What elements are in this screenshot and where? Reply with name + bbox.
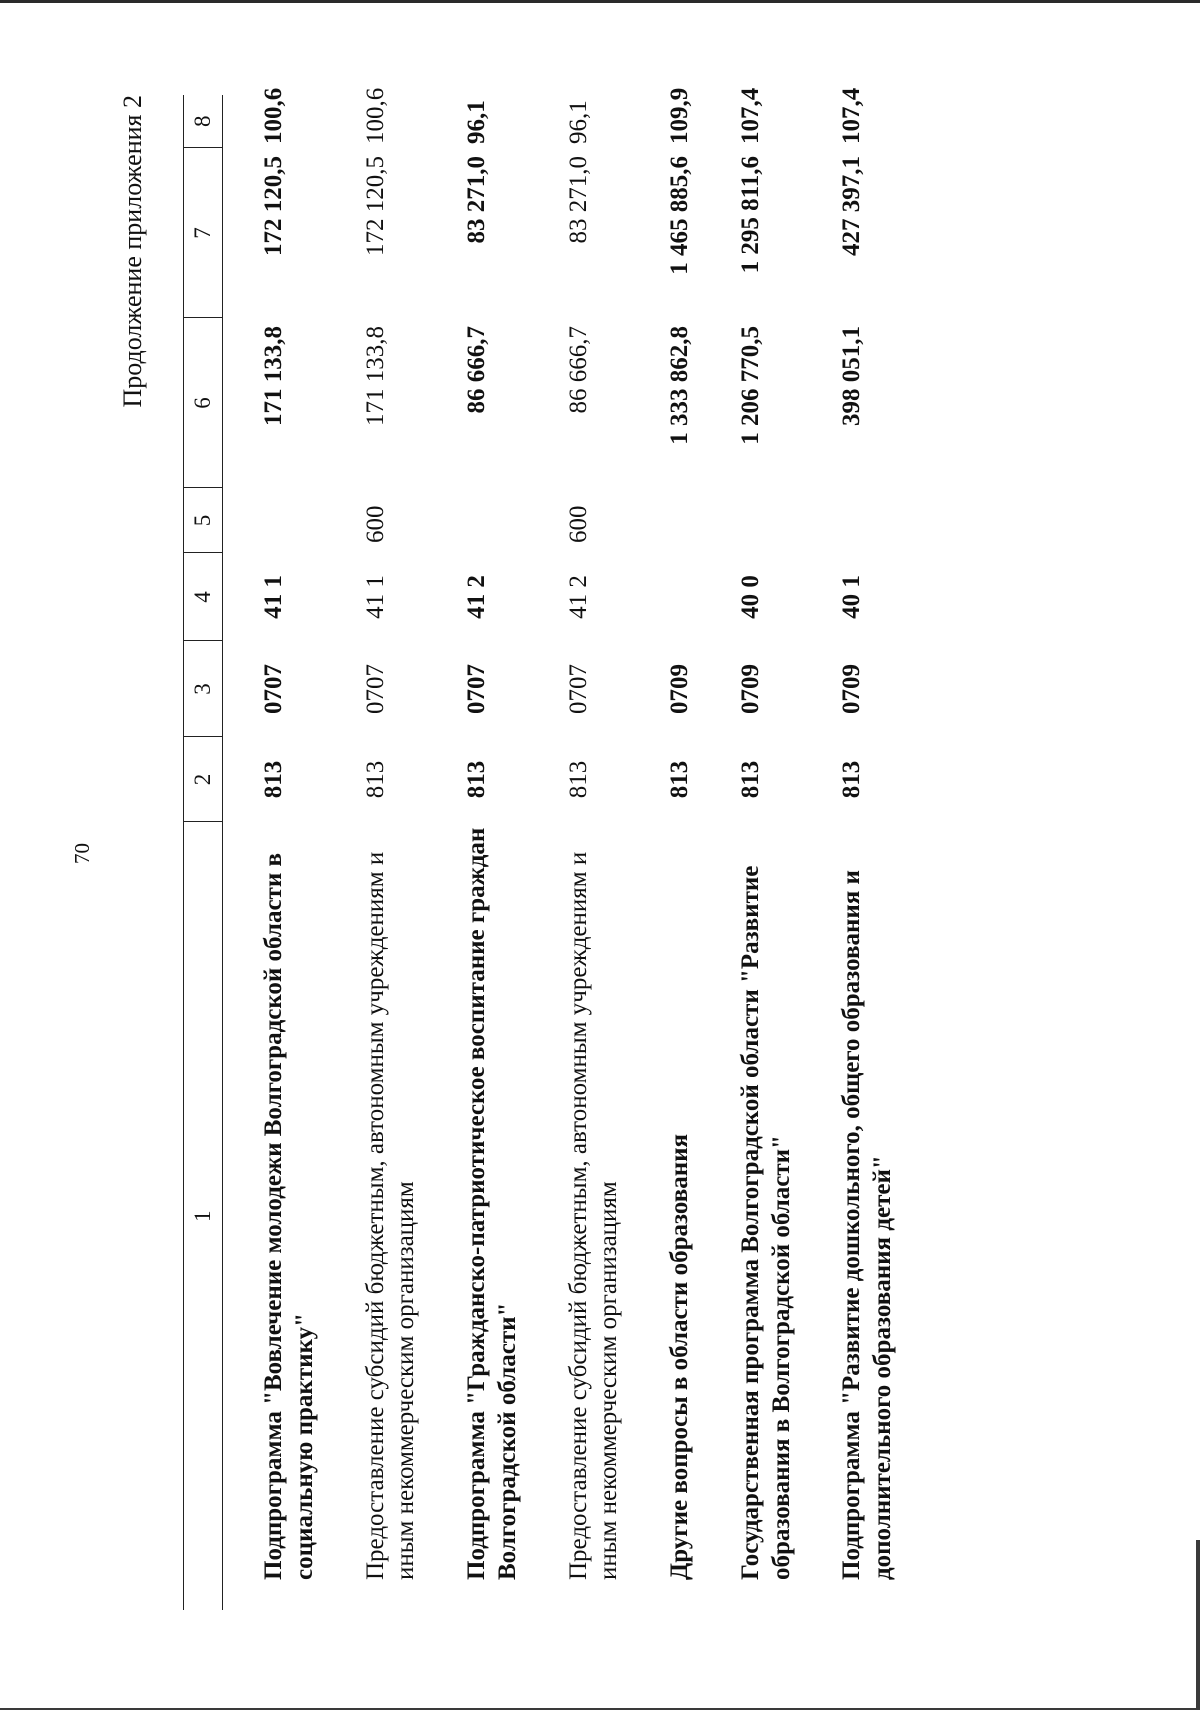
column-header: 7 bbox=[184, 148, 223, 318]
cell-ministry-code: 813 bbox=[260, 760, 287, 799]
cell-percent: 100,6 bbox=[260, 87, 287, 144]
cell-section-code: 0707 bbox=[564, 664, 592, 714]
row-name: Другие вопросы в области образования bbox=[666, 1133, 693, 1580]
cell-actual-amount: 172 120,5 bbox=[361, 156, 389, 256]
cell-expense-type bbox=[422, 488, 524, 553]
cell-percent: 107,4 bbox=[838, 87, 866, 144]
column-header: 5 bbox=[184, 488, 223, 553]
cell-expense-type: 600 bbox=[361, 505, 389, 543]
cell-section-code: 0707 bbox=[463, 664, 490, 714]
cell-planned-amount: 86 666,7 bbox=[463, 326, 490, 414]
table-row bbox=[321, 95, 423, 1610]
column-header: 1 bbox=[184, 822, 223, 1610]
table-row bbox=[524, 95, 626, 1610]
cell-ministry-code: 813 bbox=[361, 760, 389, 799]
page-number: 70 bbox=[70, 843, 94, 864]
cell-section-code: 0709 bbox=[736, 664, 764, 714]
budget-table bbox=[183, 87, 899, 1610]
cell-expense-type bbox=[625, 488, 696, 553]
table-header-row bbox=[184, 95, 223, 1610]
column-header: 3 bbox=[184, 641, 223, 737]
cell-planned-amount: 171 133,8 bbox=[260, 326, 287, 426]
row-name: Подпрограмма "Вовлечение молодежи Волгоградской области в социальную практику" bbox=[260, 853, 318, 1580]
cell-target-article: 41 2 bbox=[463, 575, 490, 619]
column-header: 2 bbox=[184, 737, 223, 822]
cell-ministry-code: 813 bbox=[736, 760, 764, 799]
cell-target-article: 40 0 bbox=[736, 575, 764, 619]
row-name: Государственная программа Волгоградской области "Развитие образования в Волгоградской области" bbox=[736, 865, 795, 1580]
cell-percent: 100,6 bbox=[361, 87, 389, 144]
cell-percent: 96,1 bbox=[564, 100, 592, 144]
cell-target-article: 41 2 bbox=[564, 575, 592, 619]
table-row bbox=[422, 95, 524, 1610]
cell-actual-amount: 1 295 811,6 bbox=[736, 156, 764, 274]
cell-ministry-code: 813 bbox=[463, 760, 490, 799]
cell-ministry-code: 813 bbox=[838, 760, 866, 799]
cell-percent: 109,9 bbox=[666, 87, 693, 144]
cell-actual-amount: 172 120,5 bbox=[260, 156, 287, 256]
table-body bbox=[223, 87, 899, 1610]
cell-planned-amount: 1 333 862,8 bbox=[666, 326, 693, 445]
column-header: 8 bbox=[184, 95, 223, 148]
cell-section-code: 0707 bbox=[361, 664, 389, 714]
cell-expense-type bbox=[797, 488, 899, 553]
cell-ministry-code: 813 bbox=[666, 760, 693, 799]
cell-percent: 96,1 bbox=[463, 100, 490, 144]
cell-ministry-code: 813 bbox=[564, 760, 592, 799]
table-row bbox=[696, 95, 798, 1610]
row-name: Подпрограмма "Гражданско-патриотическое воспитание граждан Волгоградской области" bbox=[463, 827, 521, 1580]
cell-planned-amount: 398 051,1 bbox=[838, 326, 866, 426]
column-header: 6 bbox=[184, 318, 223, 488]
row-name: Предоставление субсидий бюджетным, автономным учреждениям и иным некоммерческим организациям bbox=[564, 851, 623, 1580]
cell-actual-amount: 83 271,0 bbox=[463, 156, 490, 244]
cell-expense-type bbox=[696, 488, 798, 553]
cell-percent: 107,4 bbox=[736, 87, 764, 144]
table-row bbox=[223, 95, 321, 1610]
cell-planned-amount: 1 206 770,5 bbox=[736, 326, 764, 445]
cell-expense-type: 600 bbox=[564, 505, 592, 543]
cell-target-article: 41 1 bbox=[361, 575, 389, 619]
cell-section-code: 0709 bbox=[838, 664, 866, 714]
table-row bbox=[797, 95, 899, 1610]
cell-actual-amount: 83 271,0 bbox=[564, 156, 592, 244]
cell-actual-amount: 1 465 885,6 bbox=[666, 156, 693, 275]
row-name: Подпрограмма "Развитие дошкольного, общего образования и дополнительного образования детей" bbox=[838, 870, 896, 1580]
cell-actual-amount: 427 397,1 bbox=[838, 156, 866, 256]
cell-section-code: 0709 bbox=[666, 664, 693, 714]
column-header: 4 bbox=[184, 553, 223, 641]
cell-expense-type bbox=[223, 488, 321, 553]
cell-target-article bbox=[625, 553, 696, 641]
cell-target-article: 40 1 bbox=[838, 575, 866, 619]
cell-target-article: 41 1 bbox=[260, 575, 287, 619]
cell-planned-amount: 171 133,8 bbox=[361, 326, 389, 426]
table-row bbox=[625, 95, 696, 1610]
cell-planned-amount: 86 666,7 bbox=[564, 326, 592, 414]
row-name: Предоставление субсидий бюджетным, автономным учреждениям и иным некоммерческим организациям bbox=[361, 851, 420, 1580]
page-subtitle: Продолжение приложения 2 bbox=[118, 95, 147, 408]
cell-section-code: 0707 bbox=[260, 664, 287, 714]
